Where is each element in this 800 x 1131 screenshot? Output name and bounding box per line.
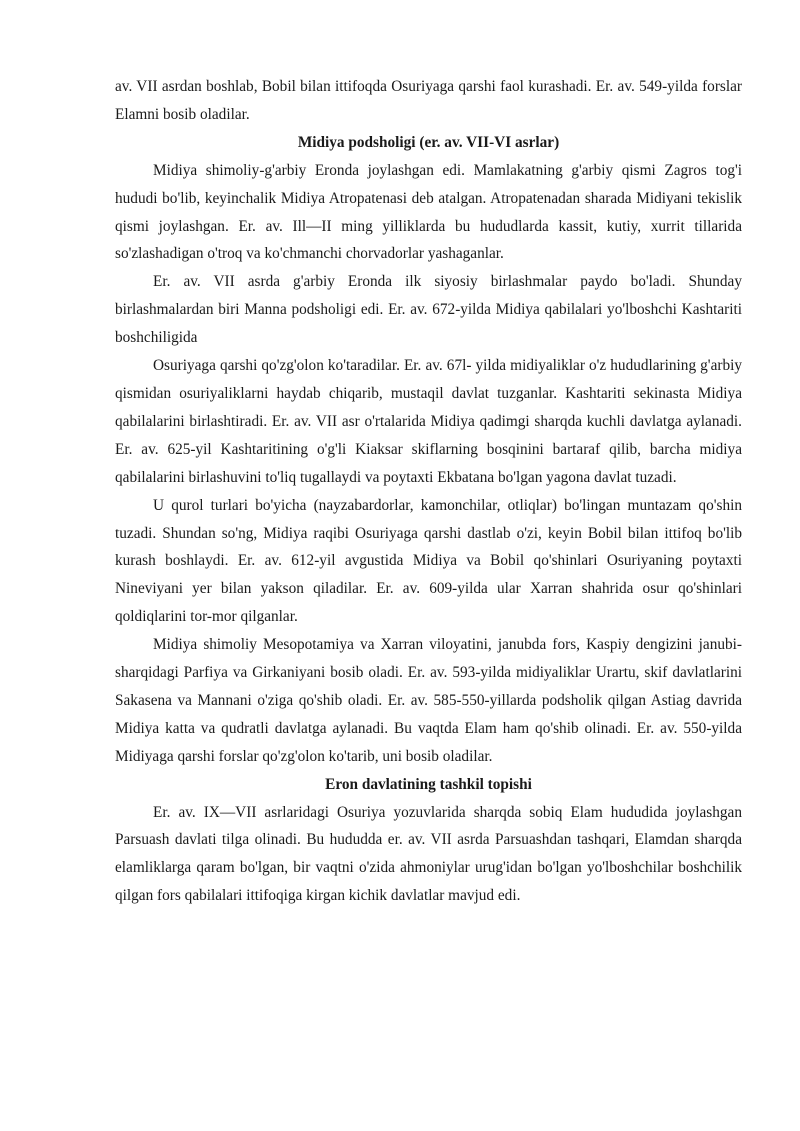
paragraph: U qurol turlari bo'yicha (nayzabardorlar, kamonchilar, otliqlar) bo'lingan muntazam qo'shin tuzadi. Shundan so'ng, Midiya raqibi Osuriyaga qarshi dastlab o'zi, keyin Bobil bilan ittifoq bo'lib kurash boshlaydi. Er. av. 612-yil avgustida Midiya va Bobil qo'shinlari Osuriyaning poytaxti Nineviyani yer bilan yakson qiladilar. Er. av. 609-yilda ular Xarran shahrida osur qo'shinlari qoldiqlarini tor-mor qilganlar. (115, 496, 742, 626)
section-heading-eron: Eron davlatining tashkil topishi (325, 775, 532, 793)
paragraph: Osuriyaga qarshi qo'zg'olon ko'taradilar. Er. av. 67l- yilda midiyaliklar o'z hududlarining g'arbiy qismidan osuriyaliklarni haydab chiqarib, mustaqil davlat tuzganlar. Kashtariti sekinasta Midiya qabilalarini birlashtiradi. Er. av. VII asr o'rtalarida Midiya qadimgi sharqda kuchli davlatga aylanadi. Er. av. 625-yil Kashtaritining o'g'li Kiaksar skiflarning bosqinini bartaraf qilib, barcha midiya qabilalarini birlashuvini to'liq tugallaydi va poytaxti Ekbatana bo'lgan yagona davlat tuzadi. (115, 357, 742, 486)
paragraph: Midiya shimoliy Mesopotamiya va Xarran viloyatini, janubda fors, Kaspiy dengizini janubi-sharqidagi Parfiya va Girkaniyani bosib oladi. Er. av. 593-yilda midiyaliklar Urartu, skif davlatlarini Sakasena va Mannani o'ziga qo'shib oladi. Er. av. 585-550-yillarda podsholik qilgan Astiag davrida Midiya katta va qudratli davlatga aylanadi. Bu vaqtda Elam ham qo'shib olinadi. Er. av. 550-yilda Midiyaga qarshi forslar qo'zg'olon ko'tarib, uni bosib oladilar. (115, 636, 742, 765)
document-body (115, 73, 742, 910)
paragraph-continuation: av. VII asrdan boshlab, Bobil bilan ittifoqda Osuriyaga qarshi faol kurashadi. Er. av. 549-yilda forslar Elamni bosib oladilar. (115, 78, 742, 123)
paragraph: Midiya shimoliy-g'arbiy Eronda joylashgan edi. Mamlakatning g'arbiy qismi Zagros tog'i hududi bo'lib, keyinchalik Midiya Atropatenasi deb atalgan. Atropatenadan sharada Midiyani tekislik qismi joylashgan. Er. av. Ill—II ming yilliklarda bu hududlarda kassit, kutiy, xurrit tillarida so'zlashadigan o'troq va ko'chmanchi chorvadorlar yashaganlar. (115, 161, 742, 263)
section-heading-midiya: Midiya podsholigi (er. av. VII-VI asrlar) (297, 133, 560, 151)
paragraph: Er. av. IX—VII asrlaridagi Osuriya yozuvlarida sharqda sobiq Elam hududida joylashgan Parsuash davlati tilga olinadi. Bu hududda er. av. VII asrda Parsuashdan tashqari, Elamdan sharqda elamliklarga qaram bo'lgan, bir vaqtni o'zida ahmoniylar urug'idan bo'lgan yo'lboshchilar boshchilik qilgan fors qabilalari ittifoqiga kirgan kichik davlatlar mavjud edi. (115, 803, 742, 905)
paragraph: Er. av. VII asrda g'arbiy Eronda ilk siyosiy birlashmalar paydo bo'ladi. Shunday birlashmalardan biri Manna podsholigi edi. Er. av. 672-yilda Midiya qabilalari yo'lboshchi Kashtariti boshchiligida (115, 273, 742, 347)
